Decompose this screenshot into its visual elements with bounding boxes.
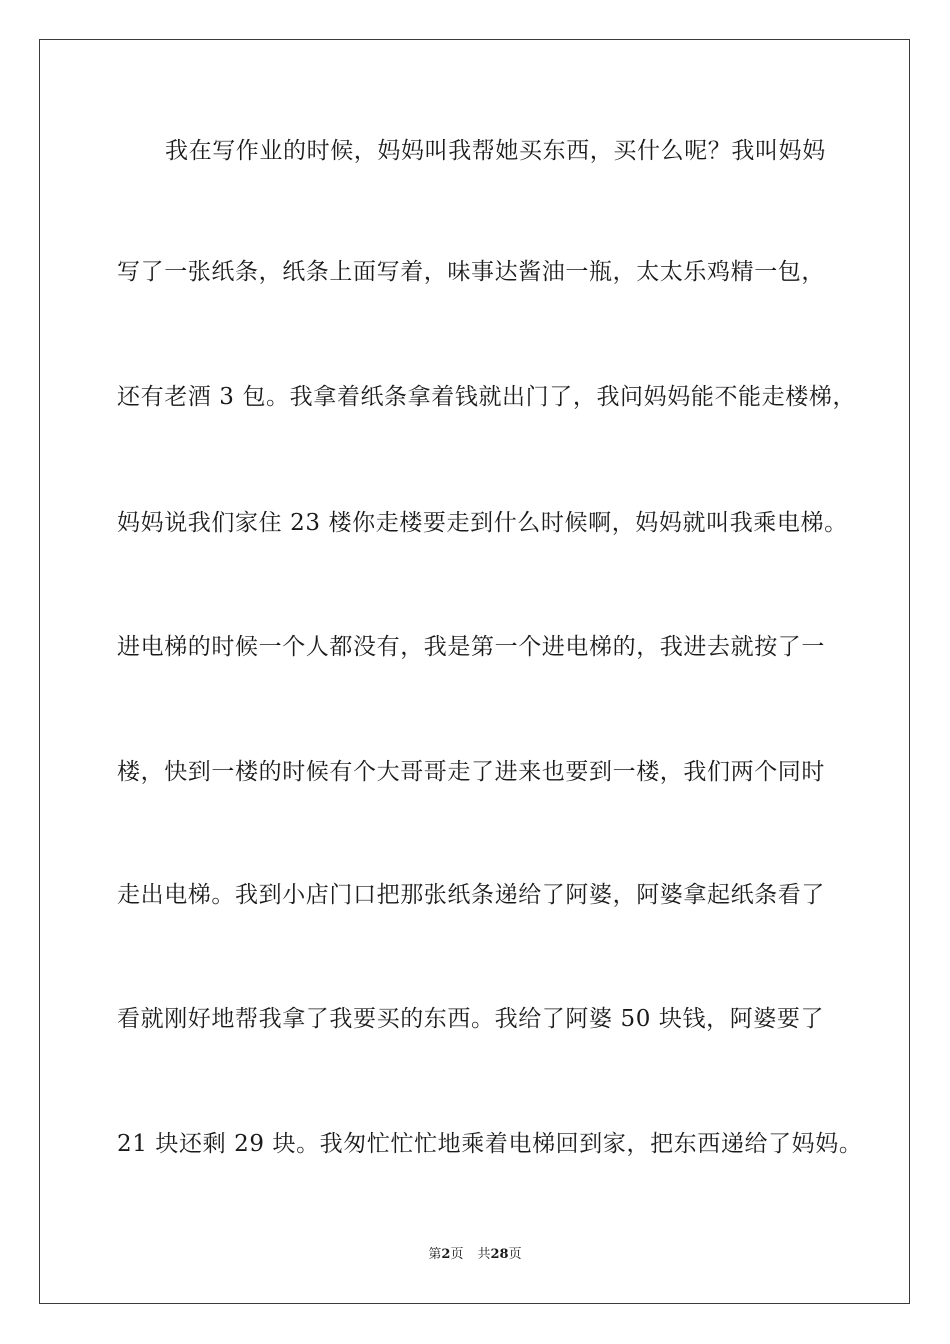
paragraph-line-1: 我在写作业的时候，妈妈叫我帮她买东西，买什么呢？我叫妈妈 bbox=[165, 138, 826, 164]
total-pages-suffix: 页 bbox=[508, 1247, 522, 1262]
page-border bbox=[39, 39, 910, 1304]
paragraph-line-9: 21 块还剩 29 块。我匆忙忙忙地乘着电梯回到家，把东西递给了妈妈。 bbox=[117, 1131, 863, 1157]
page-footer bbox=[0, 1246, 950, 1264]
paragraph-line-4: 妈妈说我们家住 23 楼你走楼要走到什么时候啊，妈妈就叫我乘电梯。 bbox=[117, 510, 848, 536]
page-number-suffix: 页 bbox=[450, 1247, 464, 1262]
paragraph-line-3: 还有老酒 3 包。我拿着纸条拿着钱就出门了，我问妈妈能不能走楼梯， bbox=[117, 384, 857, 410]
paragraph-line-5: 进电梯的时候一个人都没有，我是第一个进电梯的，我进去就按了一 bbox=[117, 634, 825, 660]
total-pages-number: 28 bbox=[490, 1247, 509, 1262]
paragraph-line-6: 楼，快到一楼的时候有个大哥哥走了进来也要到一楼，我们两个同时 bbox=[117, 759, 825, 785]
page-number-prefix: 第 bbox=[428, 1247, 442, 1262]
total-pages-prefix: 共 bbox=[477, 1247, 491, 1262]
current-page-number: 2 bbox=[441, 1247, 451, 1262]
paragraph-line-7: 走出电梯。我到小店门口把那张纸条递给了阿婆，阿婆拿起纸条看了 bbox=[117, 882, 825, 908]
paragraph-line-2: 写了一张纸条，纸条上面写着，味事达酱油一瓶，太太乐鸡精一包， bbox=[117, 259, 825, 285]
paragraph-line-8: 看就刚好地帮我拿了我要买的东西。我给了阿婆 50 块钱，阿婆要了 bbox=[117, 1006, 825, 1032]
